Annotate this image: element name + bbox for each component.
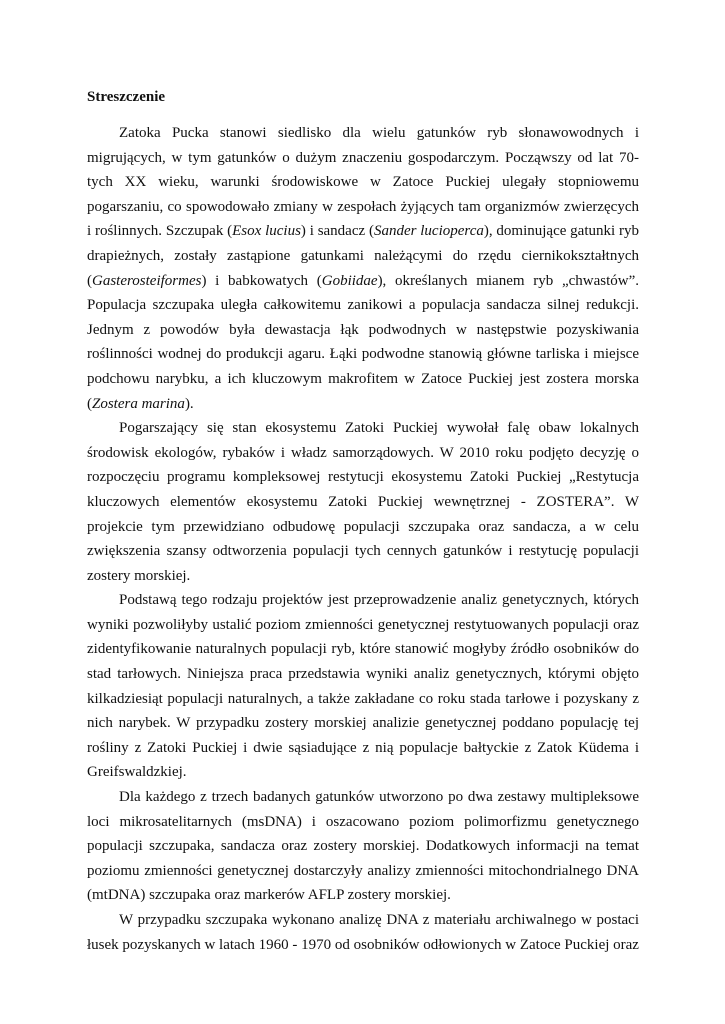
text-run: ), dominujące gatunki ryb drapieżnych, zostały zastąpione gatunkami należącymi do rzędu ciernikokształtnych ( xyxy=(87,223,639,289)
italic-term: Zostera marina xyxy=(92,395,185,412)
section-heading: Streszczenie xyxy=(87,89,166,105)
italic-term: Gasterosteiformes xyxy=(92,272,202,289)
paragraph xyxy=(87,785,639,908)
italic-term: Gobiidae xyxy=(321,272,378,289)
text-run: Dla każdego z trzech badanych gatunków utworzono po dwa zestawy multipleksowe loci mikrosatelitarnych (msDNA) i oszacowano poziom polimorfizmu genetycznego populacji szczupaka, sandacza oraz zostery morskiej. Dodatkowych informacji na temat poziomu zmienności genetycznej dostarczyły analizy zmienności mitochondrialnego DNA (mtDNA) szczupaka oraz markerów AFLP zostery morskiej. xyxy=(87,789,639,904)
paragraph xyxy=(87,121,639,416)
text-run: Zatoka Pucka stanowi siedlisko dla wielu gatunków ryb słonawowodnych i migrujących, w tym gatunków o dużym znaczeniu gospodarczym. Począwszy od lat 70-tych XX wieku, warunki środowiskowe w Zatoce Puckiej ulegały stopniowemu pogarszaniu, co spowodowało zmiany w zespołach żyjących tam organizmów zwierzęcych i roślinnych. Szczupak ( xyxy=(87,125,639,240)
paragraph xyxy=(87,908,639,957)
text-run: ) i babkowatych ( xyxy=(201,272,322,289)
paragraph xyxy=(87,416,639,588)
text-run: W przypadku szczupaka wykonano analizę DNA z materiału archiwalnego w postaci łusek pozyskanych w latach 1960 - 1970 od osobników odłowionych w Zatoce Puckiej oraz xyxy=(87,912,639,953)
text-run: ) i sandacz ( xyxy=(300,223,374,240)
italic-term: Sander lucioperca xyxy=(373,223,484,240)
text-run: Podstawą tego rodzaju projektów jest przeprowadzenie analiz genetycznych, których wyniki pozwoliłyby ustalić poziom zmienności genetycznej restytuowanych populacji oraz zidentyfikowanie naturalnych populacji ryb, które stanowić mogłyby źródło osobników do stad tarłowych. Niniejsza praca przedstawia wyniki analiz genetycznych, którymi objęto kilkadziesiąt populacji naturalnych, a także zakładane co roku stada tarłowe i pozyskany z nich narybek. W przypadku zostery morskiej analizie genetycznej poddano populację tej rośliny z Zatoki Puckiej i dwie sąsiadujące z nią populacje bałtyckie z Zatok Küdema i Greifswaldzkiej. xyxy=(87,592,639,781)
text-run: ), określanych mianem ryb „chwastów”. Populacja szczupaka uległa całkowitemu zanikowi a populacja sandacza silnej redukcji. Jednym z powodów była dewastacja łąk podwodnych w następstwie pozyskiwania roślinności wodnej do produkcji agaru. Łąki podwodne stanowią główne tarliska i miejsce podchowu narybku, a ich kluczowym makrofitem w Zatoce Puckiej jest zostera morska ( xyxy=(87,272,639,412)
italic-term: Esox lucius xyxy=(232,223,301,240)
paragraph xyxy=(87,588,639,785)
abstract-body xyxy=(87,121,639,957)
text-run: Pogarszający się stan ekosystemu Zatoki Puckiej wywołał falę obaw lokalnych środowisk ekologów, rybaków i władz samorządowych. W 2010 roku podjęto decyzję o rozpoczęciu programu kompleksowej restytucji ekosystemu Zatoki Puckiej „Restytucja kluczowych elementów ekosystemu Zatoki Puckiej wewnętrznej - ZOSTERA”. W projekcie tym przewidziano odbudowę populacji szczupaka oraz sandacza, a w celu zwiększenia szansy odtworzenia populacji tych cennych gatunków i restytucję populacji zostery morskiej. xyxy=(87,420,639,584)
text-run: ). xyxy=(184,395,194,412)
